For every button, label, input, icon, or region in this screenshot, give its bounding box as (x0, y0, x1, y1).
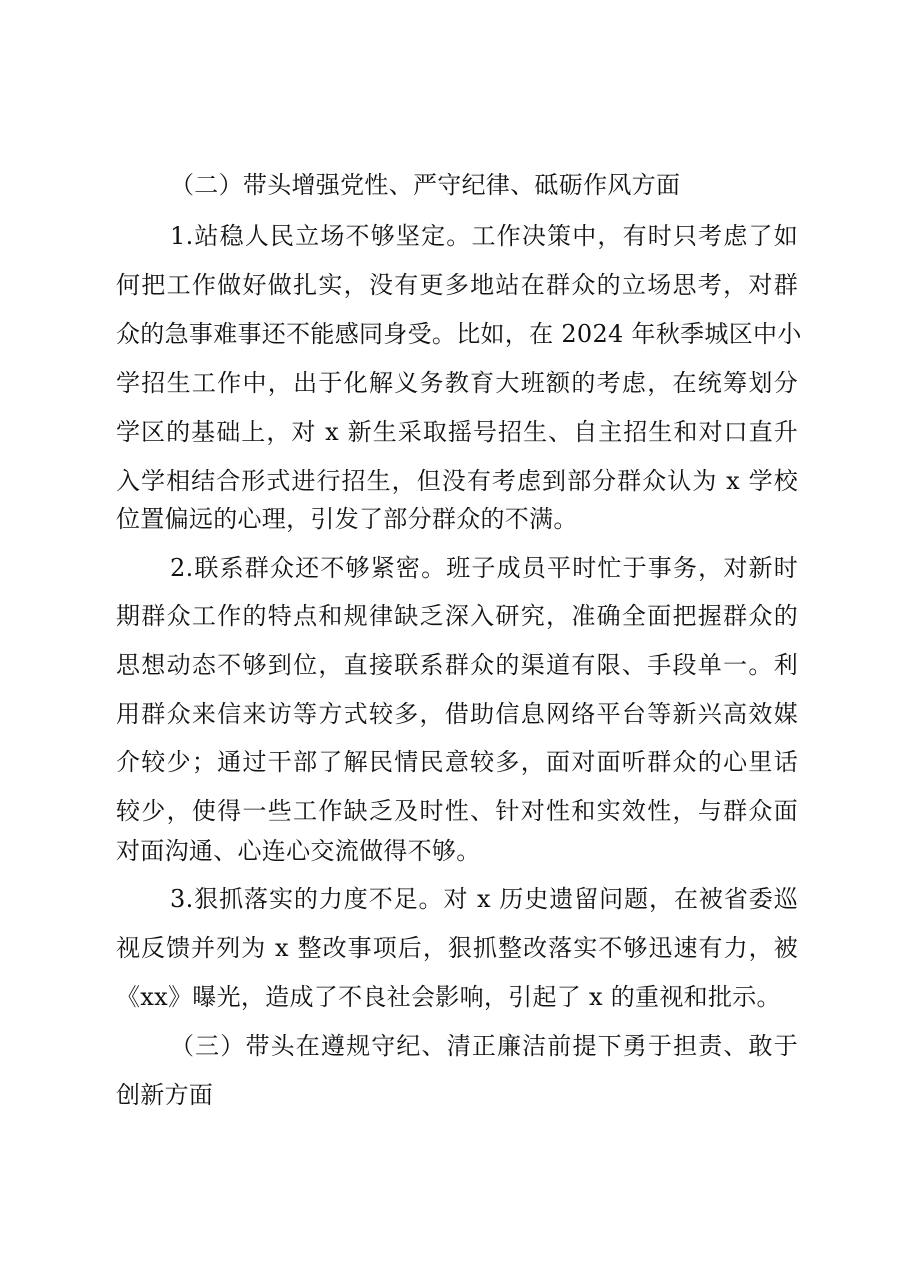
paragraph-3-line-3: 《xx》曝光，造成了不良社会影响，引起了 x 的重视和批示。 (116, 983, 781, 1011)
paragraph-2-line-6: 较少，使得一些工作缺乏及时性、针对性和实效性，与群众面 (116, 797, 798, 825)
paragraph-1-line-6: 入学相结合形式进行招生，但没有考虑到部分群众认为 x 学校 (116, 467, 798, 495)
paragraph-3-line-2: 视反馈并列为 x 整改事项后，狠抓整改落实不够迅速有力，被 (116, 934, 798, 962)
paragraph-2-line-3: 思想动态不够到位，直接联系群众的渠道有限、手段单一。利 (116, 651, 798, 679)
paragraph-2-line-7: 对面沟通、心连心交流做得不够。 (116, 837, 481, 865)
paragraph-2-line-4: 用群众来信来访等方式较多，借助信息网络平台等新兴高效媒 (116, 700, 798, 728)
paragraph-1-line-3: 众的急事难事还不能感同身受。比如，在 2024 年秋季城区中小 (116, 320, 802, 348)
section-heading-2: （二）带头增强党性、严守纪律、砥砺作风方面 (170, 171, 681, 199)
paragraph-2-line-2: 期群众工作的特点和规律缺乏深入研究，准确全面把握群众的 (116, 602, 798, 630)
paragraph-3-line-1: 3.狠抓落实的力度不足。对 x 历史遗留问题，在被省委巡 (170, 885, 798, 913)
paragraph-1-line-4: 学招生工作中，出于化解义务教育大班额的考虑，在统筹划分 (116, 369, 798, 397)
section-heading-3-line-1: （三）带头在遵规守纪、清正廉洁前提下勇于担责、敢于 (170, 1032, 798, 1060)
section-heading-3-line-2: 创新方面 (116, 1081, 214, 1109)
paragraph-1-line-1: 1.站稳人民立场不够坚定。工作决策中，有时只考虑了如 (170, 222, 798, 250)
paragraph-1-line-2: 何把工作做好做扎实，没有更多地站在群众的立场思考，对群 (116, 271, 798, 299)
paragraph-2-line-1: 2.联系群众还不够紧密。班子成员平时忙于事务，对新时 (170, 554, 798, 582)
paragraph-2-line-5: 介较少；通过干部了解民情民意较多，面对面听群众的心里话 (116, 748, 798, 776)
paragraph-1-line-5: 学区的基础上，对 x 新生采取摇号招生、自主招生和对口直升 (116, 418, 798, 446)
paragraph-1-line-7: 位置偏远的心理，引发了部分群众的不满。 (116, 505, 578, 533)
